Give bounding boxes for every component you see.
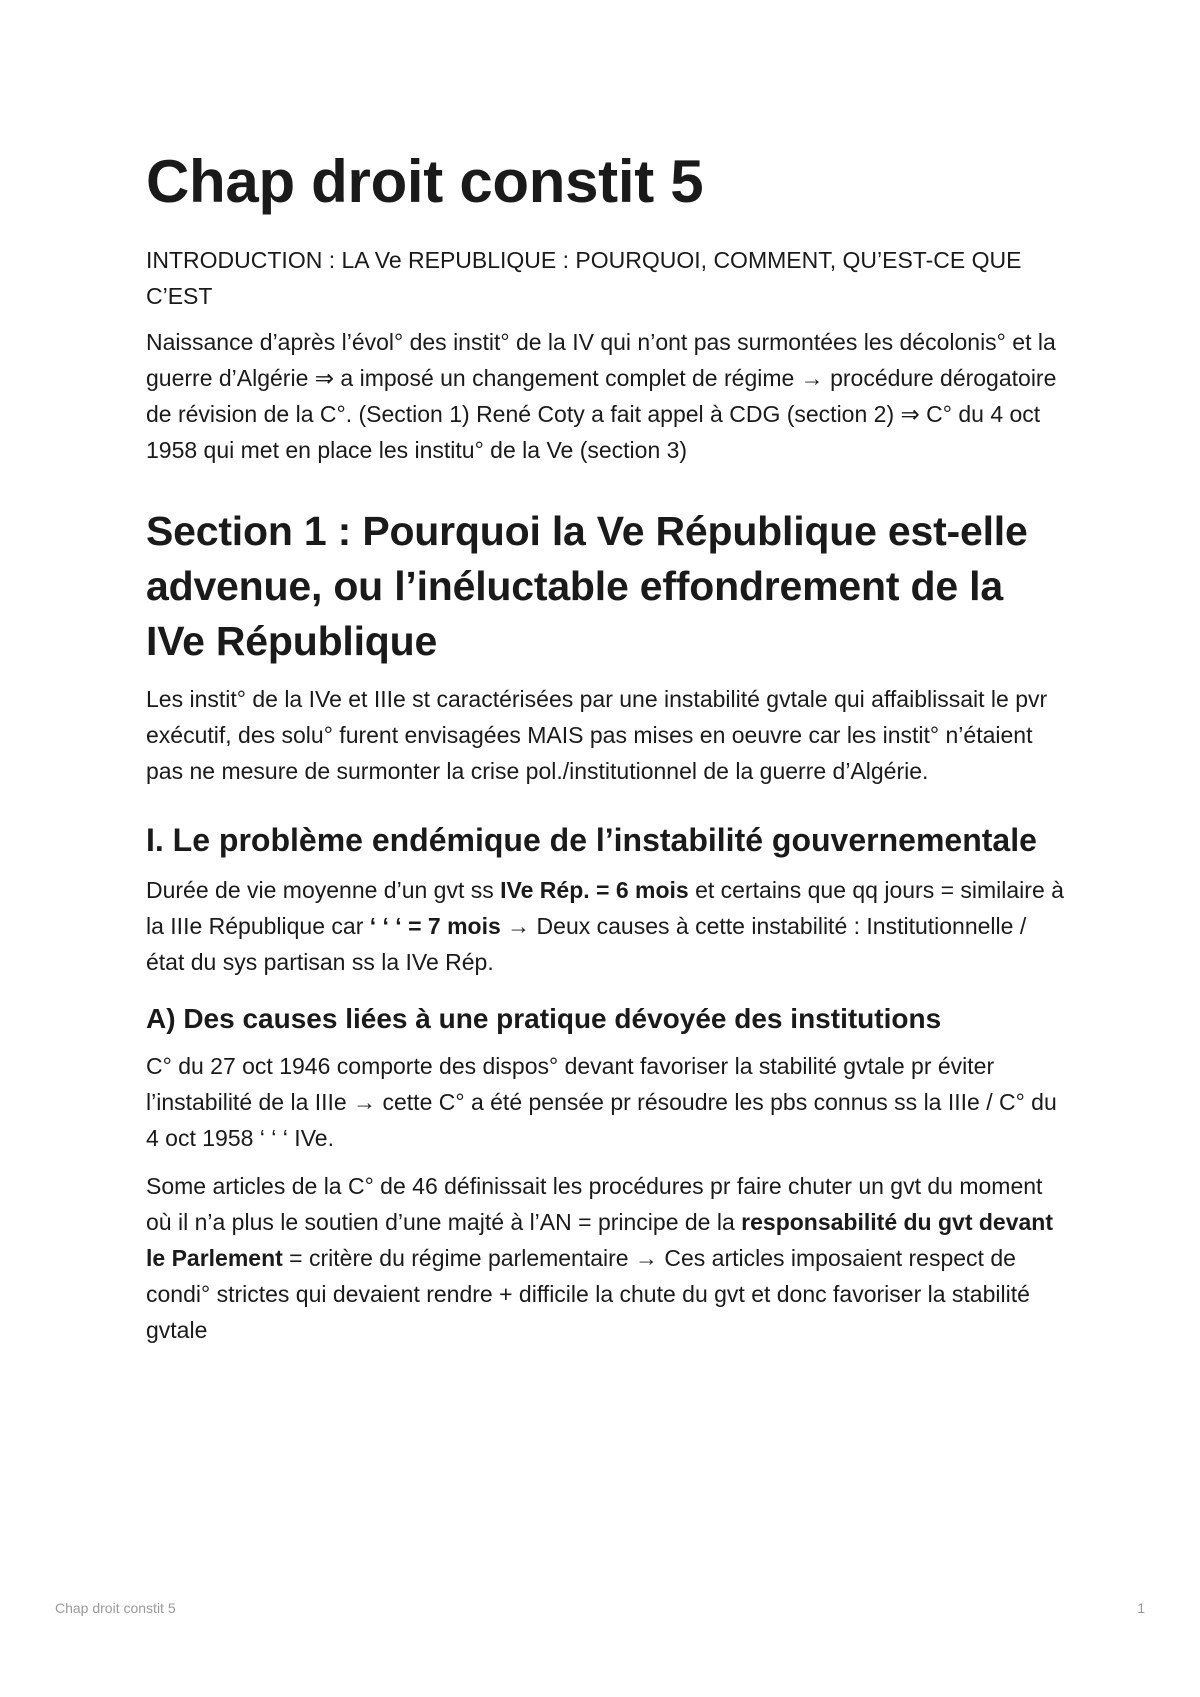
section-1-paragraph: Les instit° de la IVe et IIIe st caractérisées par une instabilité gvtale qui affaiblissait le pvr exécutif, des solu° furent envisagées MAIS pas mises en oeuvre car les instit° n’étaient pas ne mesure de surmonter la crise pol./institutionnel de la guerre d’Algérie. <box>146 686 1048 784</box>
text-run: Durée de vie moyenne d’un gvt ss <box>146 877 501 903</box>
part-1-paragraph <box>146 872 1066 980</box>
text-run: = critère du régime parlementaire → Ces articles imposaient respect de condi° strictes qui devaient rendre + difficile la chute du gvt et donc favoriser la stabilité gvtale <box>146 1245 1030 1343</box>
part-1-heading: I. Le problème endémique de l’instabilité gouvernementale <box>146 822 1037 858</box>
part-a-paragraph-2 <box>146 1168 1066 1348</box>
intro-paragraph: Naissance d’après l’évol° des instit° de la IV qui n’ont pas surmontées les décolonis° et la guerre d’Algérie ⇒ a imposé un changement complet de régime → procédure dérogatoire de révision de la C°. (Section 1) René Coty a fait appel à CDG (section 2) ⇒ C° du 4 oct 1958 qui met en place les institu° de la Ve (section 3) <box>146 329 1057 463</box>
bold-run: responsabilité du gvt devant le Parlement <box>146 1209 1054 1271</box>
intro-heading: INTRODUCTION : LA Ve REPUBLIQUE : POURQUOI, COMMENT, QU’EST-CE QUE C’EST <box>146 247 1022 309</box>
bold-run: IVe Rép. = 6 mois <box>500 877 689 903</box>
footer-document-title: Chap droit constit 5 <box>55 1600 176 1616</box>
footer-page-number: 1 <box>1137 1600 1145 1616</box>
text-run: → Deux causes à cette instabilité : Institutionnelle / état du sys partisan ss la IVe Rép. <box>146 913 1027 975</box>
part-a-paragraph-1: C° du 27 oct 1946 comporte des dispos° devant favoriser la stabilité gvtale pr éviter l’instabilité de la IIIe → cette C° a été pensée pr résoudre les pbs connus ss la IIIe / C° du 4 oct 1958 ‘ ‘ ‘ IVe. <box>146 1053 1057 1151</box>
part-a-heading: A) Des causes liées à une pratique dévoyée des institutions <box>146 1003 942 1034</box>
document-title: Chap droit constit 5 <box>146 148 704 215</box>
text-run: et certains que qq jours = similaire à la IIIe République car <box>146 877 1064 939</box>
bold-run: ‘ ‘ ‘ = 7 mois <box>369 913 501 939</box>
page-content <box>146 146 1066 1360</box>
page-footer <box>55 1600 1145 1616</box>
section-1-heading: Section 1 : Pourquoi la Ve République est-elle advenue, ou l’inéluctable effondrement de la IVe République <box>146 508 1028 664</box>
text-run: Some articles de la C° de 46 définissait les procédures pr faire chuter un gvt du moment où il n’a plus le soutien d’une majté à l’AN = principe de la <box>146 1173 1043 1235</box>
